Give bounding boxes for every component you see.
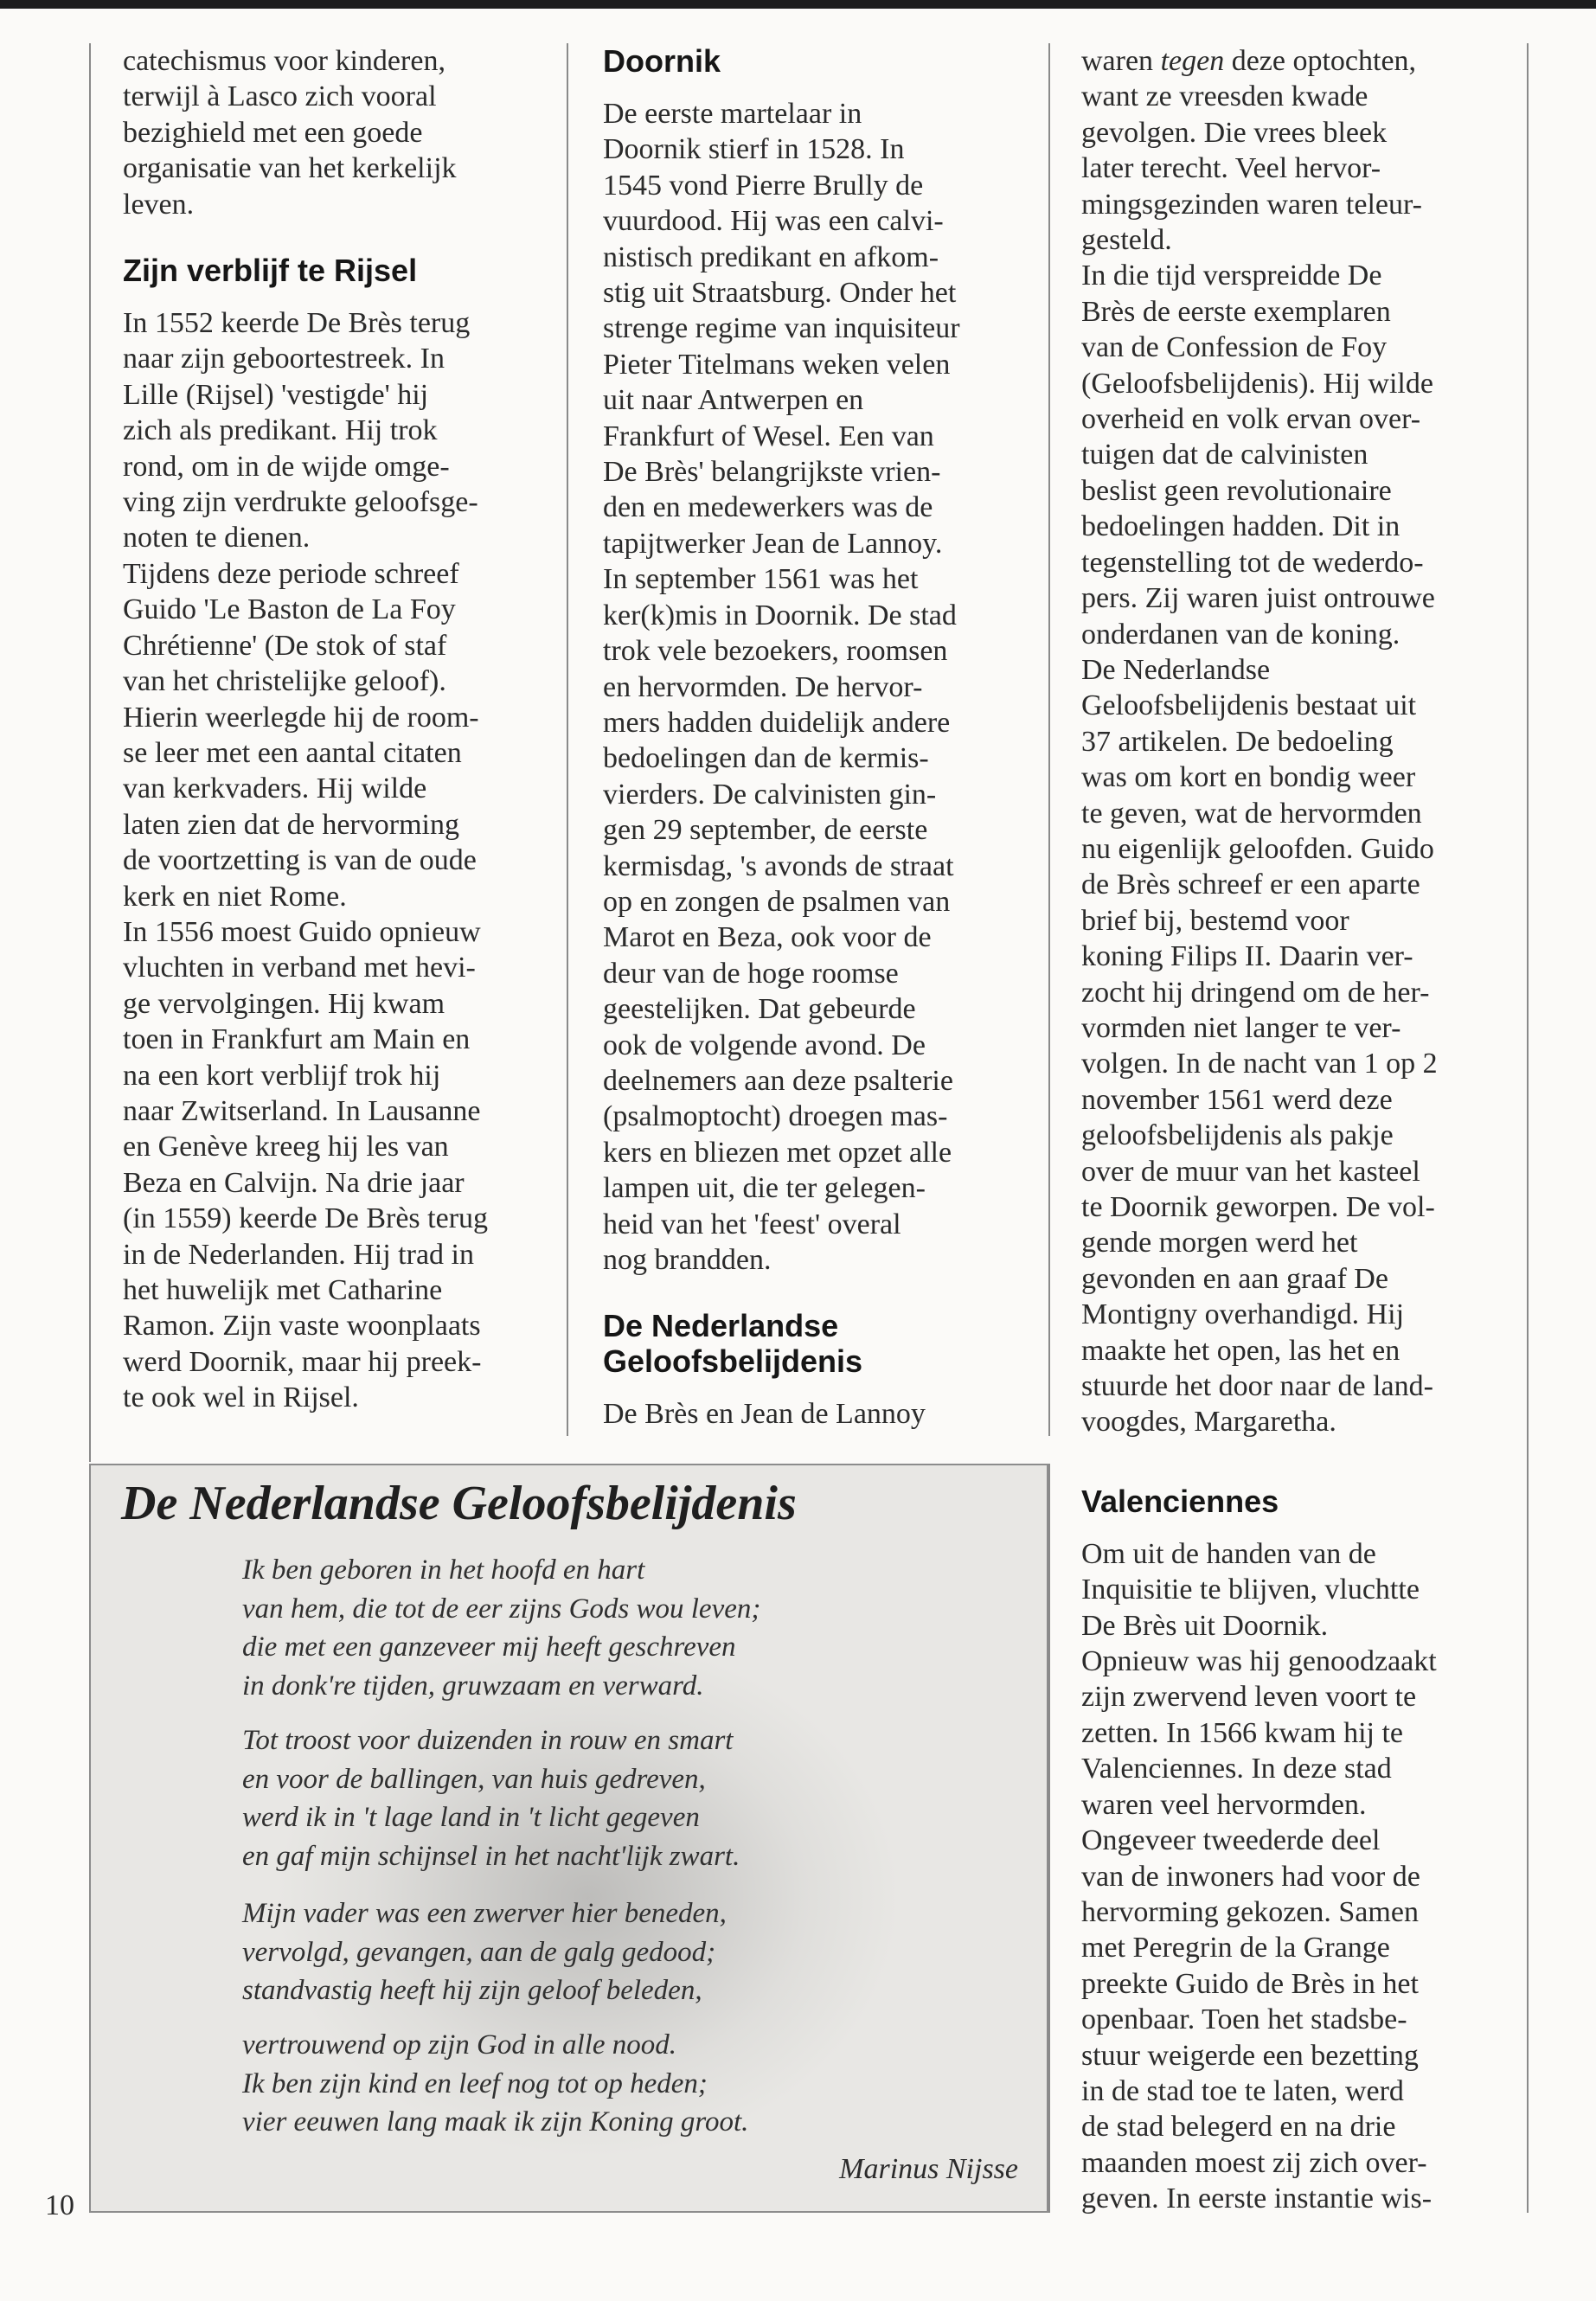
poem-title: De Nederlandse Geloofsbelijdenis [121, 1477, 797, 1530]
column-rule-bottom-right [1048, 1464, 1050, 2213]
text-run: waren [1081, 45, 1161, 77]
paragraph-valenciennes [1081, 1536, 1522, 2217]
poem-author: Marinus Nijsse [839, 2153, 1018, 2185]
text-line: stig uit Straatsburg. Onder het [603, 277, 957, 310]
poem-line: werd ik in 't lage land in 't licht gegeven [242, 1802, 700, 1833]
poem-line: vier eeuwen lang maak ik zijn Koning groot. [242, 2106, 749, 2138]
scan-edge [0, 0, 1596, 9]
text-line: De eerste martelaar in [603, 98, 862, 130]
poem-stanza-2 [242, 1721, 740, 1875]
poem-line: die met een ganzeveer mij heeft geschreven [242, 1631, 736, 1663]
text-line: Chrétienne' (De stok of staf [123, 629, 447, 662]
text-line: de stad belegerd en na drie [1081, 2111, 1396, 2144]
text-line: bedoelingen dan de kermis- [603, 742, 929, 775]
text-line: De Brès uit Doornik. [1081, 1609, 1329, 1642]
poem-line: en voor de ballingen, van huis gedreven, [242, 1763, 706, 1795]
text-line: (Geloofsbelijdenis). Hij wilde [1081, 367, 1433, 400]
text-line: werd Doornik, maar hij preek- [123, 1345, 482, 1378]
text-line: nistisch predikant en afkom- [603, 240, 939, 273]
text-line: te Doornik geworpen. De vol- [1081, 1191, 1435, 1223]
heading-line: De Nederlandse [603, 1308, 839, 1344]
text-line: op en zongen de psalmen van [603, 885, 951, 918]
text-line: beslist geen revolutionaire [1081, 474, 1392, 507]
text-line: stuurde het door naar de land- [1081, 1370, 1433, 1403]
text-line: heid van het 'feest' overal [603, 1208, 901, 1240]
text-line: Doornik stierf in 1528. In [603, 133, 905, 166]
text-line: zetten. In 1566 kwam hij te [1081, 1716, 1404, 1749]
text-line: laten zien dat de hervorming [123, 808, 459, 841]
text-line: In 1552 keerde De Brès terug [123, 307, 471, 340]
text-line: geestelijken. Dat gebeurde [603, 993, 916, 1026]
text-line: Hierin weerlegde hij de room- [123, 701, 479, 734]
text-line: stuur weigerde een bezetting [1081, 2039, 1419, 2072]
text-line: gevonden en aan graaf De [1081, 1262, 1388, 1295]
text-line: Geloofsbelijdenis bestaat uit [1081, 689, 1417, 722]
poem-line: Mijn vader was een zwerver hier beneden, [242, 1898, 727, 1929]
text-line: tapijtwerker Jean de Lannoy. [603, 527, 943, 560]
text-line: naar Zwitserland. In Lausanne [123, 1094, 481, 1127]
text-line: strenge regime van inquisiteur [603, 312, 960, 345]
column-rule-left [89, 43, 91, 1462]
poem-line: in donk're tijden, gruwzaam en verward. [242, 1670, 704, 1702]
page-number: 10 [45, 2189, 74, 2221]
column-rule-right [1527, 43, 1529, 2213]
heading-valenciennes: Valenciennes [1081, 1483, 1279, 1519]
text-line: nog brandden. [603, 1244, 772, 1276]
paragraph-doornik [603, 96, 1035, 1278]
text-line: Frankfurt of Wesel. Een van [603, 420, 934, 452]
text-line: ving zijn verdrukte geloofsge- [123, 486, 478, 519]
poem-line: van hem, die tot de eer zijns Gods wou leven; [242, 1593, 761, 1625]
column-1 [123, 43, 555, 1416]
text-line: het huwelijk met Catharine [123, 1274, 443, 1306]
column-rule-middle-left [567, 43, 568, 1436]
text-line: de Brès schreef er een aparte [1081, 868, 1420, 901]
text-line: zich als predikant. Hij trok [123, 414, 438, 447]
text-line: vormden niet langer te ver- [1081, 1011, 1401, 1044]
paragraph-intro [123, 43, 555, 222]
text-line: te ook wel in Rijsel. [123, 1381, 359, 1414]
text-line: vluchten in verband met hevi- [123, 952, 476, 984]
text-line: Ongeveer tweederde deel [1081, 1824, 1381, 1857]
text-line: openbaar. Toen het stadsbe- [1081, 2003, 1407, 2036]
text-line: In 1556 moest Guido opnieuw [123, 915, 481, 948]
text-line: te geven, wat de hervormden [1081, 797, 1422, 830]
text-line: overheid en volk ervan over- [1081, 403, 1421, 436]
text-line: geloofsbelijdenis als pakje [1081, 1119, 1394, 1152]
text-line: terwijl à Lasco zich vooral [123, 80, 437, 113]
text-line: In september 1561 was het [603, 563, 919, 596]
text-line: van de Confession de Foy [1081, 331, 1388, 364]
text-line: Beza en Calvijn. Na drie jaar [123, 1166, 465, 1199]
paragraph-rijsel [123, 305, 555, 1416]
column-2 [603, 43, 1035, 1433]
text-line: zocht hij dringend om de her- [1081, 976, 1430, 1009]
text-line: was om kort en bondig weer [1081, 761, 1416, 794]
text-line: Tijdens deze periode schreef [123, 557, 459, 590]
text-line: Marot en Beza, ook voor de [603, 921, 932, 954]
text-line: ker(k)mis in Doornik. De stad [603, 599, 957, 631]
text-line: Lille (Rijsel) 'vestigde' hij [123, 378, 429, 411]
text-line: tegenstelling tot de wederdo- [1081, 546, 1424, 579]
text-line: nu eigenlijk geloofden. Guido [1081, 832, 1434, 865]
text-line: waren veel hervormden. [1081, 1788, 1367, 1821]
text-run: deze optochten, [1224, 45, 1417, 77]
text-line: en hervormden. De hervor- [603, 670, 923, 703]
text-line: toen in Frankfurt am Main en [123, 1023, 471, 1056]
text-line: Guido 'Le Baston de La Foy [123, 593, 456, 626]
text-line: trok vele bezoekers, roomsen [603, 635, 948, 668]
text-line: ge vervolgingen. Hij kwam [123, 987, 445, 1020]
text-line: Om uit de handen van de [1081, 1537, 1376, 1570]
text-line: koning Filips II. Daarin ver- [1081, 940, 1413, 973]
text-line: De Brès en Jean de Lannoy [603, 1398, 926, 1431]
text-line: Ramon. Zijn vaste woonplaats [123, 1310, 481, 1343]
text-line: gende morgen werd het [1081, 1227, 1358, 1259]
text-line: Pieter Titelmans weken velen [603, 348, 951, 381]
text-line: vierders. De calvinisten gin- [603, 778, 937, 811]
text-line: bedoelingen hadden. Dit in [1081, 510, 1401, 543]
text-line: hervorming gekozen. Samen [1081, 1895, 1419, 1928]
text-line: kermisdag, 's avonds de straat [603, 849, 954, 882]
text-line: (psalmoptocht) droegen mas- [603, 1100, 948, 1133]
text-line [1081, 43, 1522, 79]
text-line: later terecht. Veel hervor- [1081, 152, 1381, 185]
heading-rijsel: Zijn verblijf te Rijsel [123, 253, 418, 289]
poem-line: standvastig heeft hij zijn geloof beleden, [242, 1975, 702, 2006]
text-line: leven. [123, 188, 195, 221]
text-line: se leer met een aantal citaten [123, 736, 462, 769]
text-line: geven. In eerste instantie wis- [1081, 2182, 1433, 2215]
text-line: mingsgezinden waren teleur- [1081, 188, 1422, 221]
text-line: gen 29 september, de eerste [603, 814, 928, 847]
text-line: in de Nederlanden. Hij trad in [123, 1238, 474, 1271]
heading-line: Geloofsbelijdenis [603, 1343, 863, 1380]
text-line: 37 artikelen. De bedoeling [1081, 725, 1394, 758]
text-line: De Brès' belangrijkste vrien- [603, 456, 941, 489]
poem-stanza-3 [242, 1894, 727, 2010]
poem-line: vertrouwend op zijn God in alle nood. [242, 2029, 676, 2061]
text-line: voogdes, Margaretha. [1081, 1406, 1336, 1439]
text-line: In die tijd verspreidde De [1081, 260, 1382, 292]
text-line: preekte Guido de Brès in het [1081, 1967, 1419, 2000]
text-line: noten te dienen. [123, 522, 311, 554]
text-line: kers en bliezen met opzet alle [603, 1136, 952, 1169]
text-line: Montigny overhandigd. Hij [1081, 1298, 1405, 1331]
text-line: bezighield met een goede [123, 116, 423, 149]
text-line: mers hadden duidelijk andere [603, 706, 951, 739]
column-3 [1081, 43, 1522, 2217]
poem-line: Ik ben zijn kind en leef nog tot op heden; [242, 2067, 708, 2099]
text-line: naar zijn geboortestreek. In [123, 343, 445, 375]
text-line: maakte het open, las het en [1081, 1334, 1401, 1367]
text-line: gesteld. [1081, 224, 1172, 257]
text-line: organisatie van het kerkelijk [123, 152, 457, 185]
poem-line: Ik ben geboren in het hoofd en hart [242, 1554, 645, 1586]
heading-doornik: Doornik [603, 43, 721, 79]
text-line: De Nederlandse [1081, 653, 1271, 686]
column-rule-middle-right [1048, 43, 1050, 1436]
text-line: november 1561 werd deze [1081, 1083, 1393, 1116]
text-line: Valenciennes. In deze stad [1081, 1753, 1392, 1785]
text-line: want ze vreesden kwade [1081, 80, 1368, 113]
emphasis-tegen: tegen [1160, 45, 1225, 77]
text-line: kerk en niet Rome. [123, 880, 347, 913]
text-line: van het christelijke geloof). [123, 665, 446, 698]
poem-line: en gaf mijn schijnsel in het nacht'lijk zwart. [242, 1840, 740, 1872]
text-line: onderdanen van de koning. [1081, 618, 1401, 651]
paragraph-optochten [1081, 43, 1522, 1440]
text-line: van kerkvaders. Hij wilde [123, 772, 427, 805]
text-line: en Genève kreeg hij les van [123, 1131, 449, 1163]
text-line: deelnemers aan deze psalterie [603, 1064, 953, 1097]
text-line: den en medewerkers was de [603, 491, 933, 524]
poem-line: Tot troost voor duizenden in rouw en smart [242, 1725, 734, 1756]
text-line: volgen. In de nacht van 1 op 2 [1081, 1048, 1438, 1080]
text-line: over de muur van het kasteel [1081, 1155, 1420, 1188]
text-line: uit naar Antwerpen en [603, 384, 864, 417]
poem-stanza-4 [242, 2026, 748, 2142]
text-line: catechismus voor kinderen, [123, 45, 445, 77]
text-line: lampen uit, die ter gelegen- [603, 1172, 926, 1205]
poem-stanza-1 [242, 1551, 760, 1705]
text-line: gevolgen. Die vrees bleek [1081, 116, 1388, 149]
text-line: rond, om in de wijde omge- [123, 450, 450, 483]
text-line: met Peregrin de la Grange [1081, 1932, 1390, 1965]
text-line: tuigen dat de calvinisten [1081, 439, 1368, 471]
paragraph-geloofsbelijdenis [603, 1396, 1035, 1432]
text-line: Brès de eerste exemplaren [1081, 295, 1391, 328]
text-line: zijn zwervend leven voort te [1081, 1681, 1417, 1714]
text-line: Opnieuw was hij genoodzaakt [1081, 1645, 1437, 1678]
text-line: de voortzetting is van de oude [123, 844, 477, 877]
text-line: na een kort verblijf trok hij [123, 1059, 441, 1092]
text-line: vuurdood. Hij was een calvi- [603, 205, 944, 238]
text-line: brief bij, bestemd voor [1081, 904, 1349, 937]
text-line: ook de volgende avond. De [603, 1029, 926, 1061]
text-line: pers. Zij waren juist ontrouwe [1081, 582, 1435, 615]
text-line: van de inwoners had voor de [1081, 1860, 1420, 1893]
text-line: maanden moest zij zich over- [1081, 2146, 1427, 2179]
text-line: (in 1559) keerde De Brès terug [123, 1202, 489, 1235]
text-line: 1545 vond Pierre Brully de [603, 169, 924, 202]
text-line: Inquisitie te blijven, vluchtte [1081, 1574, 1420, 1606]
poem-line: vervolgd, gevangen, aan de galg gedood; [242, 1936, 716, 1968]
heading-geloofsbelijdenis [603, 1308, 1035, 1379]
text-line: in de stad toe te laten, werd [1081, 2074, 1404, 2107]
text-line: deur van de hoge roomse [603, 957, 899, 990]
